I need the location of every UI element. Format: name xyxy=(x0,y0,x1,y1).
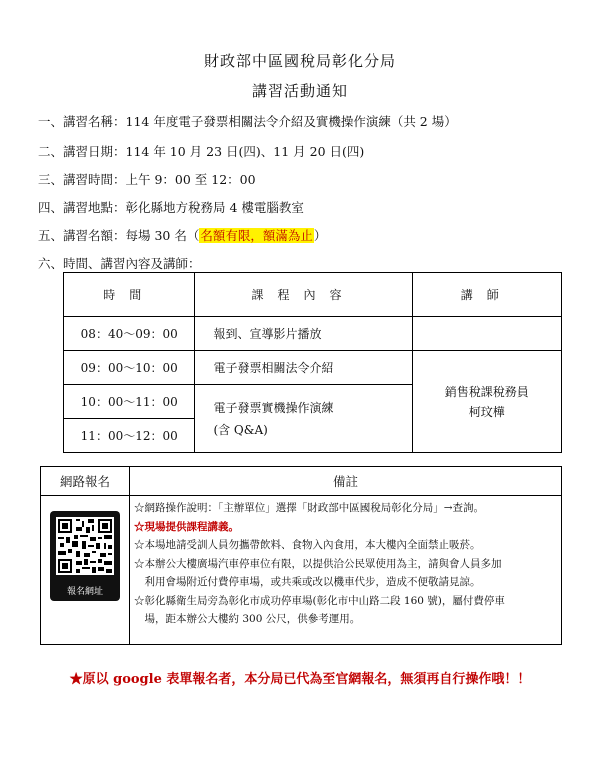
item-schedule-heading: 六、時間、講習內容及講師： xyxy=(38,256,201,271)
instructor-cell xyxy=(412,351,561,453)
remark-line: ☆本場地請受訓人員勿攜帶飲料、食物入內食用，本大樓內全面禁止吸菸。 xyxy=(134,539,481,551)
remark-line: 場，距本辦公大樓約 300 公尺，供參考運用。 xyxy=(134,613,361,625)
qr-cell xyxy=(41,496,130,645)
page-subtitle: 講習活動通知 xyxy=(251,82,348,100)
page-title: 財政部中區國稅局彰化分局 xyxy=(203,52,396,70)
remarks-header: 備註 xyxy=(130,467,562,496)
remark-line: ☆彰化縣衛生局旁為彰化市成功停車場(彰化市中山路二段 160 號)，屬付費停車 xyxy=(134,594,505,607)
table-row xyxy=(64,317,562,351)
row-content-line: 電子發票實機操作演練 xyxy=(213,400,334,415)
item-course-date: 二、講習日期：114 年 10 月 23 日(四)、11 月 20 日(四) xyxy=(38,144,365,159)
row-time: 10：00～11：00 xyxy=(64,385,195,419)
notes-header-row xyxy=(41,467,562,496)
row-time: 09：00～10：00 xyxy=(64,351,195,385)
item-course-quota xyxy=(38,226,326,244)
row-time: 08：40～09：00 xyxy=(64,317,195,351)
row-content-line: (含 Q&A) xyxy=(213,422,268,437)
header-instructor: 講師 xyxy=(412,273,561,317)
notes-table xyxy=(40,466,562,645)
table-row xyxy=(64,351,562,385)
qr-code-card[interactable] xyxy=(50,511,120,601)
row-instructor-empty xyxy=(412,317,561,351)
row-content xyxy=(195,385,412,453)
remarks-cell xyxy=(130,496,562,645)
remark-line: ☆網路操作說明：「主辦單位」選擇「財政部中區國稅局彰化分局」→查詢。 xyxy=(134,502,485,514)
item-course-place: 四、講習地點：彰化縣地方稅務局 4 樓電腦教室 xyxy=(38,200,304,215)
remark-line-handout: ☆現場提供課程講義。 xyxy=(134,520,239,533)
quota-suffix: ） xyxy=(313,228,327,243)
item-course-time: 三、講習時間：上午 9：00 至 12：00 xyxy=(38,172,256,187)
row-content: 報到、宣導影片播放 xyxy=(195,317,412,351)
quota-prefix: 五、講習名額：每場 30 名（ xyxy=(38,228,200,243)
schedule-table xyxy=(63,272,562,453)
notes-body-row xyxy=(41,496,562,645)
row-time: 11：00～12：00 xyxy=(64,419,195,453)
online-registration-header: 網路報名 xyxy=(41,467,130,496)
remark-line: 利用會場附近付費停車場，或共乘或改以機車代步，造成不便敬請見諒。 xyxy=(134,576,481,588)
schedule-header-row xyxy=(64,273,562,317)
header-time: 時間 xyxy=(64,273,195,317)
instructor-title: 銷售稅課稅務員 xyxy=(444,384,529,399)
qr-code-icon xyxy=(56,517,114,575)
footer-notice: ★原以 google 表單報名者，本分局已代為至官網報名，無須再自行操作哦！！ xyxy=(69,672,531,687)
remark-line: ☆本辦公大樓廣場汽車停車位有限，以提供洽公民眾使用為主，請與會人員多加 xyxy=(134,557,502,570)
qr-label: 報名網址 xyxy=(66,587,103,597)
item-course-name: 一、講習名稱：114 年度電子發票相關法令介紹及實機操作演練（共 2 場） xyxy=(38,114,457,129)
header-content: 課程內容 xyxy=(195,273,412,317)
quota-highlight: 名額有限，額滿為止 xyxy=(200,228,313,243)
row-content: 電子發票相關法令介紹 xyxy=(195,351,412,385)
instructor-name: 柯玟樺 xyxy=(468,404,505,419)
